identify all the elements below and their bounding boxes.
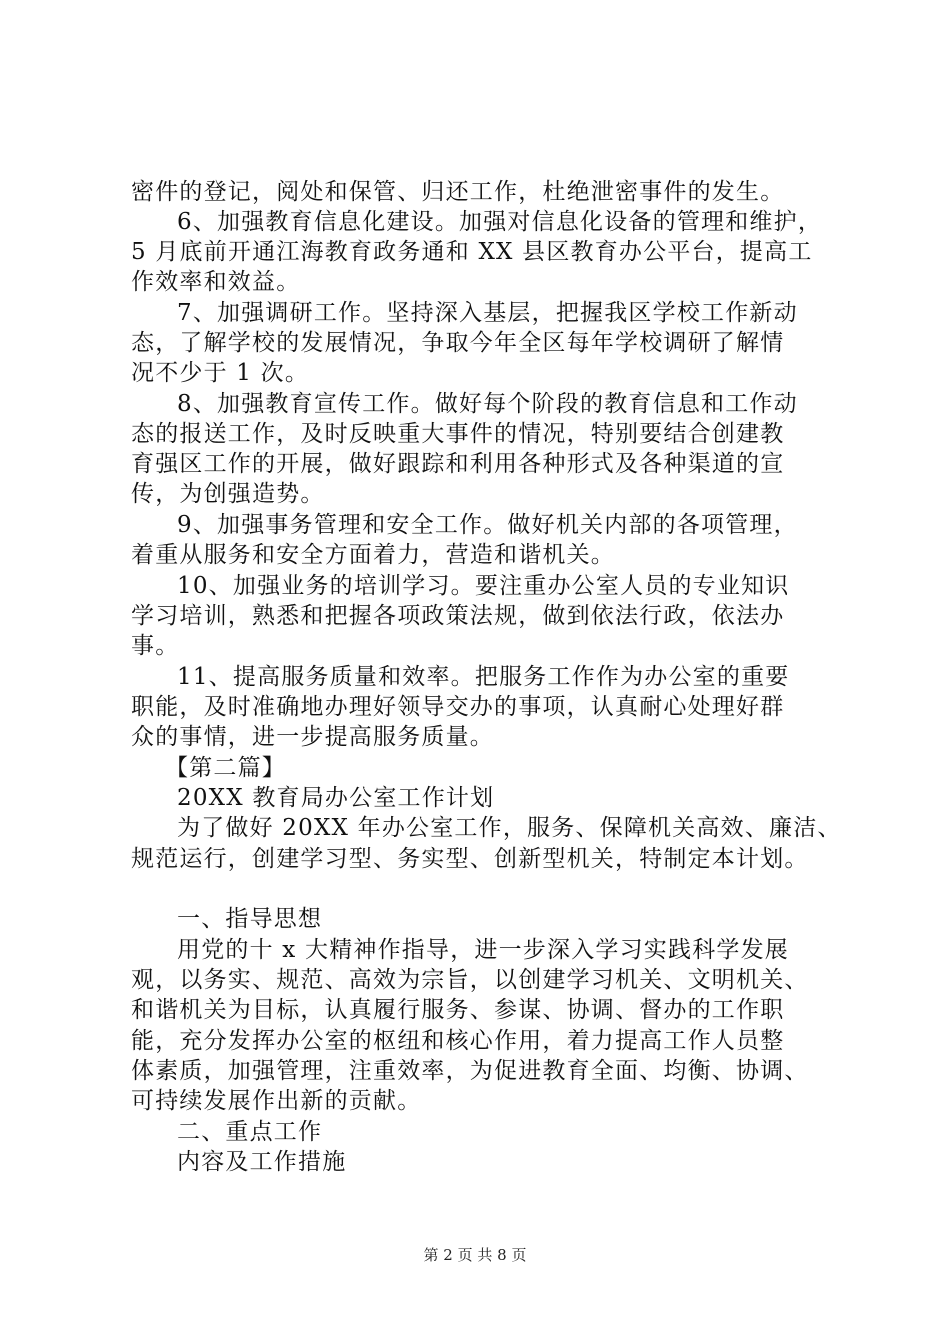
text-line: 10、加强业务的培训学习。要注重办公室人员的专业知识 [177,573,790,599]
section-heading: 二、重点工作 [177,1119,323,1145]
text-line: 育强区工作的开展，做好跟踪和利用各种形式及各种渠道的宣 [131,451,785,477]
text-line: 职能，及时准确地办理好领导交办的事项，认真耐心处理好群 [131,694,785,720]
text-line: 规范运行，创建学习型、务实型、创新型机关，特制定本计划。 [131,846,809,872]
text-line: 可持续发展作出新的贡献。 [131,1088,422,1114]
text-line: 态的报送工作，及时反映重大事件的情况，特别要结合创建教 [131,421,785,447]
page-number-footer: 第 2 页 共 8 页 [423,1246,527,1264]
text-line: 观，以务实、规范、高效为宗旨，以创建学习机关、文明机关、 [131,967,809,993]
text-line: 8、加强教育宣传工作。做好每个阶段的教育信息和工作动 [177,391,798,417]
text-line: 众的事情，进一步提高服务质量。 [131,724,494,750]
text-line: 5 月底前开通江海教育政务通和 XX 县区教育办公平台，提高工 [131,239,813,265]
section-heading: 一、指导思想 [177,906,323,932]
text-line: 为了做好 20XX 年办公室工作，服务、保障机关高效、廉洁、 [177,815,842,841]
text-line: 9、加强事务管理和安全工作。做好机关内部的各项管理， [177,512,798,538]
text-line: 用党的十 x 大精神作指导，进一步深入学习实践科学发展 [177,937,789,963]
text-line: 作效率和效益。 [131,269,301,295]
text-line: 密件的登记，阅处和保管、归还工作，杜绝泄密事件的发生。 [131,179,785,205]
text-line: 事。 [131,633,180,659]
text-line: 能，充分发挥办公室的枢纽和核心作用，着力提高工作人员整 [131,1028,785,1054]
section-heading: 【第二篇】 [165,755,286,781]
text-line: 传，为创强造势。 [131,481,325,507]
text-line: 7、加强调研工作。坚持深入基层，把握我区学校工作新动 [177,300,798,326]
text-line: 11、提高服务质量和效率。把服务工作作为办公室的重要 [177,664,790,690]
text-line: 和谐机关为目标，认真履行服务、参谋、协调、督办的工作职 [131,997,785,1023]
text-line: 6、加强教育信息化建设。加强对信息化设备的管理和维护， [177,209,823,235]
text-line: 着重从服务和安全方面着力，营造和谐机关。 [131,542,615,568]
document-title: 20XX 教育局办公室工作计划 [177,785,495,811]
text-line: 况不少于 1 次。 [131,360,310,386]
text-line: 体素质，加强管理，注重效率，为促进教育全面、均衡、协调、 [131,1058,809,1084]
text-line: 学习培训，熟悉和把握各项政策法规，做到依法行政，依法办 [131,603,785,629]
text-line: 态，了解学校的发展情况，争取今年全区每年学校调研了解情 [131,330,785,356]
text-line: 内容及工作措施 [177,1149,347,1175]
